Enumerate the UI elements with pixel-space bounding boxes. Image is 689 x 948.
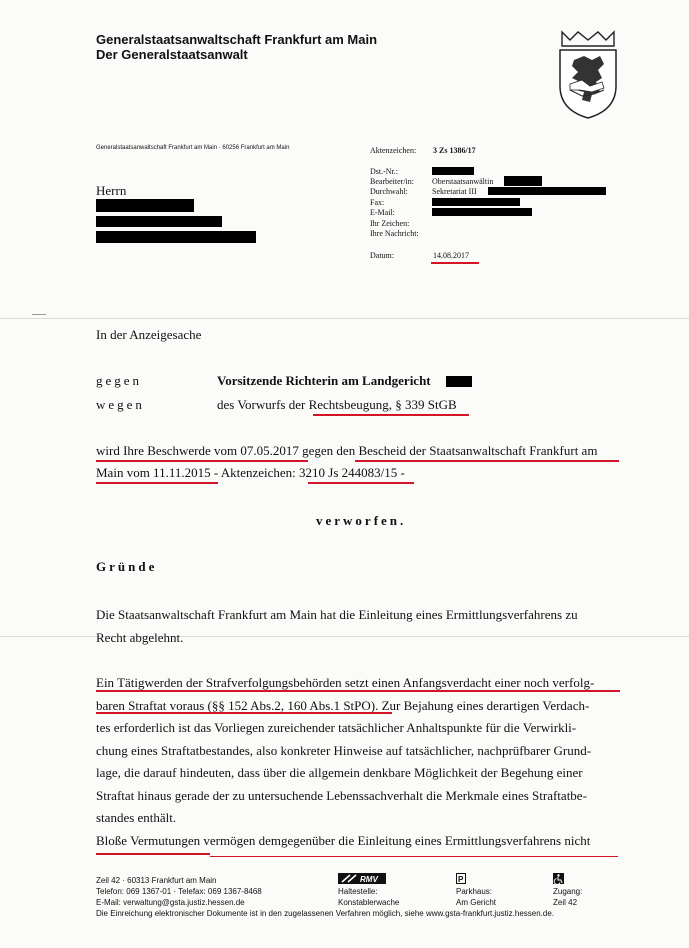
aktenzeichen-label: Aktenzeichen: [370,146,417,155]
reasons-paragraph-2-line: chung eines Straftatbestandes, also konkreter Hinweise auf tatsächlicher, nachprüfbarer Grund- [96,742,592,758]
reasons-paragraph-2-line: lage, die darauf hindeuten, dass über die allgemein denkbare Möglichkeit der Begehung einer [96,765,583,780]
redacted-email [432,208,532,216]
aktenzeichen-value: 3 Zs 1386/17 [433,146,476,155]
access-value: Zeil 42 [553,898,578,907]
case-intro: In der Anzeigesache [96,327,202,342]
svg-text:P: P [458,875,464,884]
sender-line: Generalstaatsanwaltschaft Frankfurt am Main · 60256 Frankfurt am Main [96,145,290,151]
accessibility-icon [553,873,564,884]
decision-line-1: wird Ihre Beschwerde vom 07.05.2017 gegen den Bescheid der Staatsanwaltschaft Frankfurt am [96,443,598,458]
reasons-paragraph-2-line: Ein Tätigwerden der Strafverfolgungsbehörden setzt einen Anfangsverdacht einer noch verfolg- [96,675,595,690]
redacted-street [96,216,222,227]
redacted-dst [432,167,474,175]
hessen-coat-of-arms-icon [556,30,620,120]
vermutungen-underline [96,853,210,855]
authority-name: Generalstaatsanwaltschaft Frankfurt am Main [96,32,378,47]
footer-email: E-Mail: verwaltung@gsta.justiz.hessen.de [96,898,245,907]
reasons-paragraph-1 [96,604,626,649]
redacted-name [96,199,194,212]
parking-label: Parkhaus: [456,887,493,896]
reasons-paragraph-2-line: baren Straftat voraus (§§ 152 Abs.2, 160 Abs.1 StPO). Zur Bejahung eines derartigen Verdach- [96,697,590,713]
access-label: Zugang: [553,887,583,896]
wegen-offense: Rechtsbeugung, § 339 StGB [308,397,457,412]
redacted-city [96,231,256,243]
reasons-heading: Gründe [96,559,158,574]
straftat-underline [96,712,392,714]
datum-label: Datum: [370,251,394,260]
datum-underline [431,262,479,264]
bearbeiter-label: Bearbeiter/in: [370,177,414,186]
footer-address: Zeil 42 · 60313 Frankfurt am Main [96,876,217,885]
offense-underline [313,414,469,416]
bescheid-date-underline [96,482,218,484]
wegen-prefix: des Vorwurfs der [217,397,306,412]
addressee-salutation: Herrn [96,183,127,198]
ihre-nachricht-label: Ihre Nachricht: [370,229,419,238]
email-label: E-Mail: [370,208,395,217]
wegen-label: wegen [96,397,145,412]
parking-icon [456,873,466,884]
redacted-judge-location [446,376,472,387]
reasons-paragraph-1-line: Die Staatsanwaltschaft Frankfurt am Main hat die Einleitung eines Ermittlungsverfahrens zu [96,607,578,622]
ihr-zeichen-label: Ihr Zeichen: [370,219,410,228]
reasons-paragraph-2 [96,672,626,852]
durchwahl-value: Sekretariat III [432,187,477,196]
rmv-transit-icon [338,873,386,884]
fold-line [0,318,689,319]
aktenzeichen-underline [308,482,414,484]
bescheid-underline [355,460,619,462]
transit-value: Konstablerwache [338,898,400,907]
reasons-paragraph-2-line: standes enthält. [96,810,177,825]
verdict: verworfen. [316,513,407,528]
reasons-paragraph-2-line: Straftat hinaus gerade der zu untersuchende Lebenssachverhalt die Merkmale eines Straftatbe- [96,787,587,803]
reasons-paragraph-1-line: Recht abgelehnt. [96,629,184,645]
footer-note: Die Einreichung elektronischer Dokumente ist in den zugelassenen Verfahren möglich, siehe www.gsta-frankfurt.justiz.hessen.de. [96,909,555,918]
gegen-label: gegen [96,373,143,388]
decision-line-2: Main vom 11.11.2015 - Aktenzeichen: 3210 Js 244083/15 - [96,465,405,480]
fold-mark [32,314,46,315]
parking-value: Am Gericht [456,898,497,907]
fax-label: Fax: [370,198,385,207]
footer-phone: Telefon: 069 1367-01 · Telefax: 069 1367-8468 [96,887,262,896]
wegen-value-line [217,397,457,413]
redacted-bearbeiter [504,176,542,186]
redacted-durchwahl [488,187,606,195]
dst-label: Dst.-Nr.: [370,167,398,176]
office-name: Der Generalstaatsanwalt [96,47,248,62]
vermutungen-continuation-underline [210,856,618,857]
reasons-paragraph-2-line: tes erforderlich ist das Vorliegen zureichender tatsächlicher Anhaltspunkte für die Verwirkli- [96,720,577,735]
anfangsverdacht-underline [96,690,620,692]
bearbeiter-value: Oberstaatsanwältin [432,177,494,186]
svg-text:RMV: RMV [360,875,378,884]
durchwahl-label: Durchwahl: [370,187,408,196]
beschwerde-underline [96,460,308,462]
datum-value: 14.08.2017 [433,251,469,260]
redacted-fax [432,198,520,206]
transit-label: Haltestelle: [338,887,378,896]
gegen-value: Vorsitzende Richterin am Landgericht [217,373,431,388]
reasons-paragraph-2-line: Bloße Vermutungen vermögen demgegenüber die Einleitung eines Ermittlungsverfahrens nicht [96,832,591,848]
